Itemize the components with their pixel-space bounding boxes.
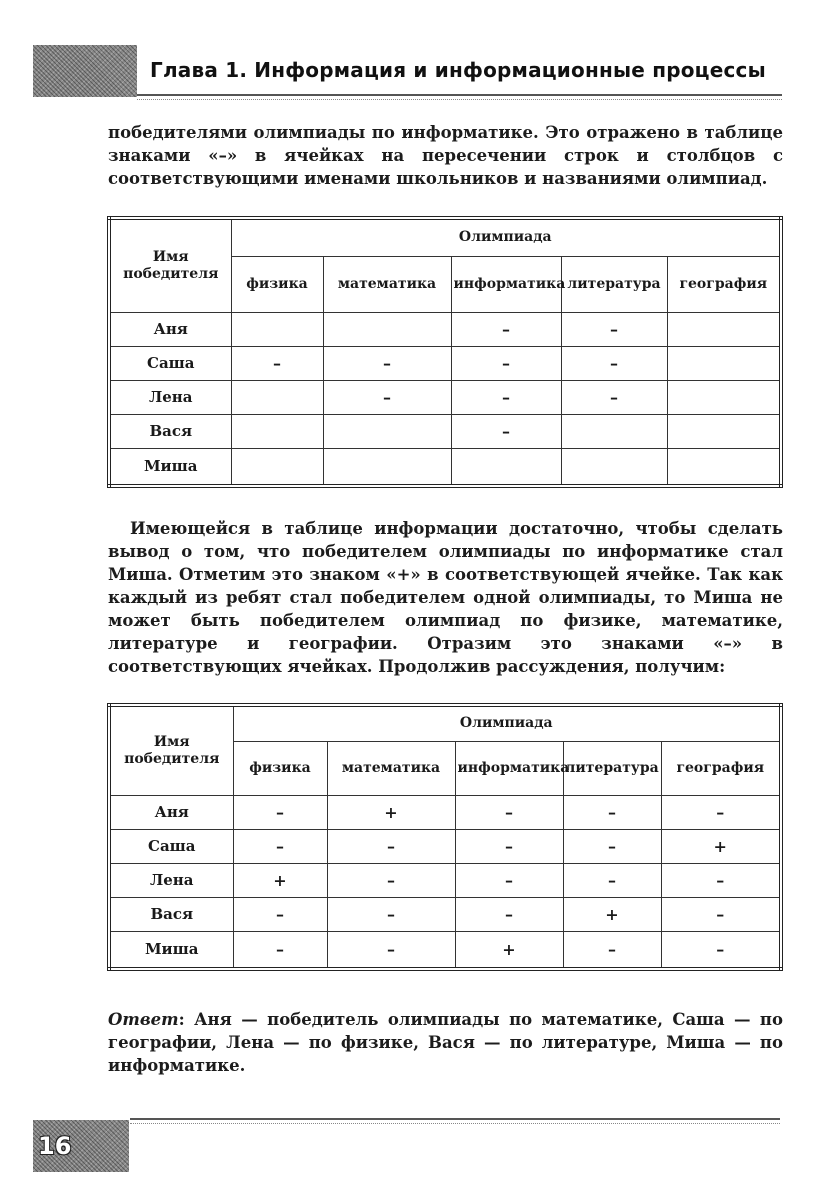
winner-name: Аня (109, 312, 231, 346)
olympiad-table-initial (107, 216, 783, 488)
intro-paragraph: победителями олимпиады по информатике. Это отражено в таблице знаками «–» в ячейках на пересечении строк и столбцов с соответствующими именами школьников и названиями олимпиад. (108, 123, 783, 188)
column-header: информатика (451, 256, 561, 312)
mark-cell (667, 380, 781, 414)
mark-cell: – (661, 863, 781, 897)
table-row (109, 380, 781, 414)
mark-cell (231, 380, 323, 414)
reasoning-paragraph (108, 517, 783, 678)
answer-paragraph (108, 1008, 783, 1077)
mark-cell (323, 449, 451, 486)
winner-name: Лена (109, 863, 233, 897)
mark-cell: – (323, 346, 451, 380)
table-row (109, 863, 781, 897)
column-header: математика (323, 256, 451, 312)
mark-cell: + (327, 795, 455, 829)
mark-cell (231, 415, 323, 449)
table-row (109, 829, 781, 863)
chapter-header-decoration (33, 45, 137, 97)
mark-cell: – (561, 346, 667, 380)
mark-cell (451, 449, 561, 486)
column-header: литература (563, 741, 661, 795)
column-header: география (667, 256, 781, 312)
table-row (109, 346, 781, 380)
mark-cell: – (455, 829, 563, 863)
mark-cell: – (451, 312, 561, 346)
mark-cell: – (661, 795, 781, 829)
mark-cell: – (327, 829, 455, 863)
winner-name: Миша (109, 449, 231, 486)
table-row (109, 898, 781, 932)
page-number: 16 (38, 1132, 72, 1160)
mark-cell: – (233, 795, 327, 829)
mark-cell: – (561, 312, 667, 346)
mark-cell (323, 312, 451, 346)
winner-name: Саша (109, 346, 231, 380)
table-row (109, 932, 781, 969)
mark-cell: – (233, 829, 327, 863)
column-header: математика (327, 741, 455, 795)
column-header: география (661, 741, 781, 795)
mark-cell: – (455, 898, 563, 932)
winner-name: Миша (109, 932, 233, 969)
mark-cell: – (231, 346, 323, 380)
mark-cell: – (323, 380, 451, 414)
mark-cell: – (451, 380, 561, 414)
mark-cell: + (455, 932, 563, 969)
mark-cell: + (563, 898, 661, 932)
table-row (109, 312, 781, 346)
group-header: Олимпиада (233, 705, 781, 741)
column-header: информатика (455, 741, 563, 795)
answer-text: : Аня — победитель олимпиады по математике, Саша — по географии, Лена — по физике, Вася — по литературе, Миша — по информатике. (108, 1010, 783, 1075)
answer-label: Ответ (108, 1010, 179, 1029)
winner-name: Вася (109, 898, 233, 932)
winner-name: Вася (109, 415, 231, 449)
row-header: Имя победителя (109, 218, 231, 312)
mark-cell: – (451, 346, 561, 380)
mark-cell: – (563, 932, 661, 969)
mark-cell: + (233, 863, 327, 897)
mark-cell: – (661, 932, 781, 969)
mark-cell: – (327, 898, 455, 932)
group-header: Олимпиада (231, 218, 781, 256)
winner-name: Лена (109, 380, 231, 414)
mark-cell (323, 415, 451, 449)
mark-cell: – (563, 863, 661, 897)
column-header: литература (561, 256, 667, 312)
mark-cell: – (563, 829, 661, 863)
mark-cell: – (563, 795, 661, 829)
winner-name: Аня (109, 795, 233, 829)
mark-cell (667, 415, 781, 449)
mark-cell: – (327, 863, 455, 897)
row-header: Имя победителя (109, 705, 233, 795)
mark-cell: – (455, 863, 563, 897)
table-body (109, 795, 781, 969)
winner-name: Саша (109, 829, 233, 863)
olympiad-table-solved (107, 703, 783, 971)
mark-cell (231, 449, 323, 486)
mark-cell: – (233, 898, 327, 932)
table-row (109, 449, 781, 486)
mark-cell (561, 449, 667, 486)
column-header: физика (233, 741, 327, 795)
mark-cell (231, 312, 323, 346)
column-header: физика (231, 256, 323, 312)
mark-cell (667, 449, 781, 486)
mark-cell: – (455, 795, 563, 829)
mark-cell (667, 346, 781, 380)
mark-cell: – (561, 380, 667, 414)
reasoning-text: Имеющейся в таблице информации достаточно, чтобы сделать вывод о том, что победителем олимпиады по информатике стал Миша. Отметим это знаком «+» в соответствующей ячейке. Так как каждый из ребят стал победителем одной олимпиады, то Миша не может быть победителем олимпиад по физике, математике, литературе и географии. Отразим это знаками «–» в соответствующих ячейках. Продолжив рассуждения, получим: (108, 519, 783, 676)
header-divider (137, 94, 782, 100)
footer-divider (130, 1118, 780, 1124)
mark-cell (667, 312, 781, 346)
mark-cell: + (661, 829, 781, 863)
mark-cell: – (451, 415, 561, 449)
mark-cell: – (661, 898, 781, 932)
table-row (109, 795, 781, 829)
mark-cell: – (327, 932, 455, 969)
mark-cell: – (233, 932, 327, 969)
table-row (109, 415, 781, 449)
mark-cell (561, 415, 667, 449)
chapter-title: Глава 1. Информация и информационные процессы (150, 58, 766, 82)
table-body (109, 312, 781, 486)
